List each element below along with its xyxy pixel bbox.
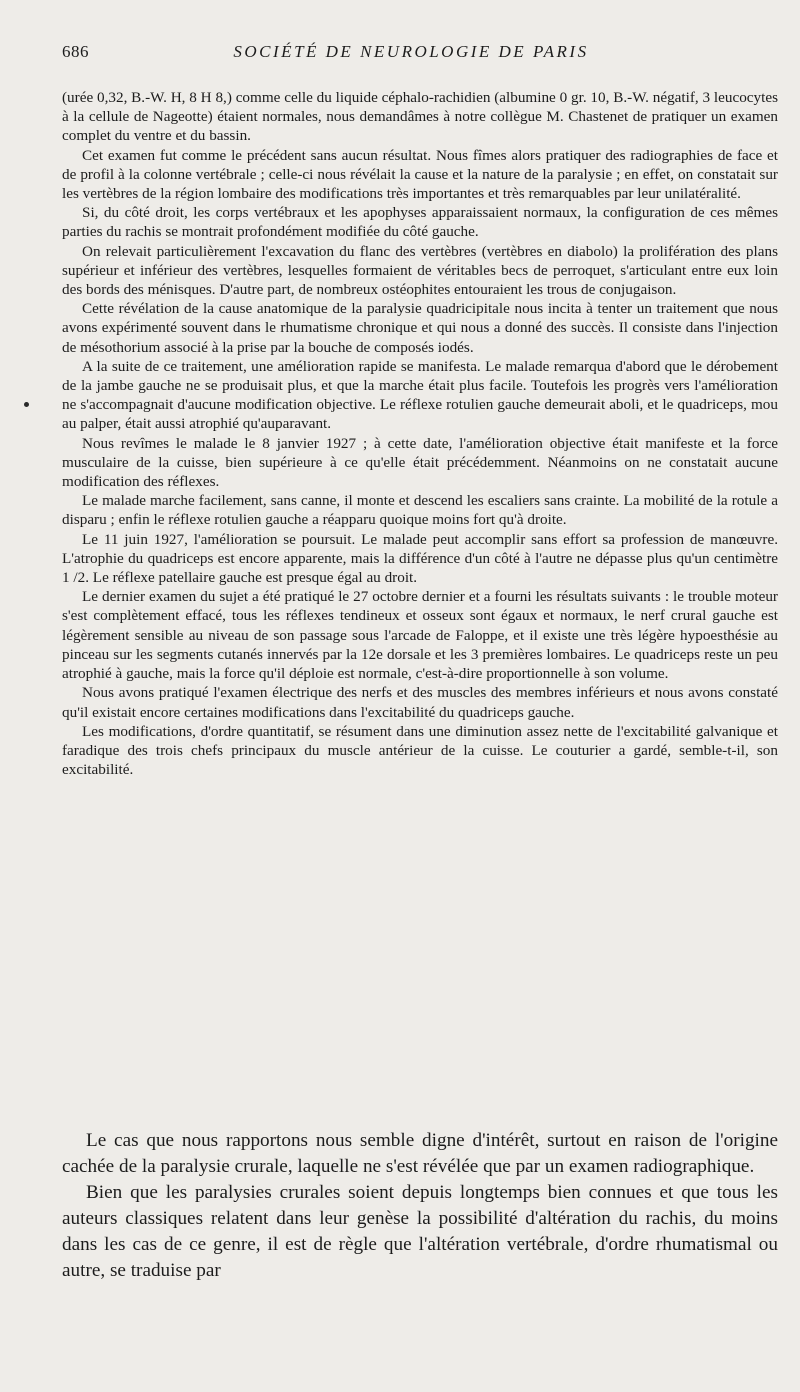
paragraph: Cet examen fut comme le précédent sans aucun résultat. Nous fîmes alors pratiquer des radiographies de face et de profil à la colonne vertébrale ; celle-ci nous révélait la cause et la nature de la paralysie ; en effet, on constatait sur les vertèbres de la région lombaire des modifications très importantes et très remarquables par leur unilatéralité. <box>62 146 778 203</box>
margin-dot <box>24 402 29 407</box>
paragraph: Si, du côté droit, les corps vertébraux et les apophyses apparaissaient normaux, la configuration de ces mêmes parties du rachis se montrait profondément modifiée du côté gauche. <box>62 204 778 241</box>
paragraph: Les modifications, d'ordre quantitatif, se résument dans une diminution assez nette de l'excitabilité galvanique et faradique des trois chefs principaux du muscle antérieur de la cuisse. Le couturier a gardé, semble-t-il, son excitabilité. <box>62 722 778 779</box>
page-number: 686 <box>62 42 89 61</box>
paragraph: A la suite de ce traitement, une amélioration rapide se manifesta. Le malade remarqua d'abord que le dérobement de la jambe gauche ne se produisait plus, et que la marche était plus facile. Toutefois les progrès vers l'amélioration ne s'accompagnait d'aucune modification objective. Le réflexe rotulien gauche demeurait aboli, et le quadriceps, mou au palper, était aussi atrophié qu'auparavant. <box>62 357 778 433</box>
paragraph: On relevait particulièrement l'excavation du flanc des vertèbres (vertèbres en diabolo) la prolifération des plans supérieur et inférieur des vertèbres, lesquelles formaient de véritables becs de perroquet, s'articulant entre eux loin des bords des ménisques. D'autre part, de nombreux ostéophites entouraient les trous de conjugaison. <box>62 242 778 299</box>
paragraph: Le 11 juin 1927, l'amélioration se poursuit. Le malade peut accomplir sans effort sa profession de manœuvre. L'atrophie du quadriceps est encore apparente, mais la différence d'un côté à l'autre ne dépasse plus qu'un centimètre 1 /2. Le réflexe patellaire gauche est presque égal au droit. <box>62 530 778 587</box>
case-report-text <box>62 88 778 779</box>
paragraph: Cette révélation de la cause anatomique de la paralysie quadricipitale nous incita à tenter un traitement que nous avons expérimenté souvent dans le rhumatisme chronique et qui nous a donné des succès. Il consiste dans l'injection de mésothorium associé à la prise par la bouche de composés iodés. <box>62 300 778 356</box>
running-title: SOCIÉTÉ DE NEUROLOGIE DE PARIS <box>233 42 589 61</box>
paragraph: Nous revîmes le malade le 8 janvier 1927 ; à cette date, l'amélioration objective était manifeste et la force musculaire de la cuisse, bien supérieure à ce qu'elle était précédemment. Néanmoins on ne constatait aucune modification des réflexes. <box>62 434 778 491</box>
paragraph: Le dernier examen du sujet a été pratiqué le 27 octobre dernier et a fourni les résultats suivants : le trouble moteur s'est complètement effacé, tous les réflexes tendineux et osseux sont égaux et normaux, le nerf crural gauche est légèrement sensible au niveau de son passage sous l'arcade de Faloppe, et il existe une très légère hypoesthésie au pinceau sur les segments cutanés innervés par la 12e dorsale et les 3 premières lombaires. Le quadriceps reste un peu atrophié à gauche, mais la force qu'il déploie est normale, c'est-à-dire proportionnelle à son volume. <box>62 588 778 683</box>
paragraph: Le cas que nous rapportons nous semble digne d'intérêt, surtout en raison de l'origine cachée de la paralysie crurale, laquelle ne s'est révélée que par un examen radiographique. <box>62 1130 778 1177</box>
paragraph: Bien que les paralysies crurales soient depuis longtemps bien connues et que tous les auteurs classiques relatent dans leur genèse la possibilité d'altération du rachis, du moins dans les cas de ce genre, il est de règle que l'altération vertébrale, d'ordre rhumatismal ou autre, se traduise par <box>62 1182 778 1281</box>
discussion-text <box>62 1128 778 1284</box>
page-header <box>62 42 760 72</box>
paragraph: Nous avons pratiqué l'examen électrique des nerfs et des muscles des membres inférieurs et nous avons constaté qu'il existait encore certaines modifications dans l'excitabilité du quadriceps gauche. <box>62 684 778 721</box>
paragraph: Le malade marche facilement, sans canne, il monte et descend les escaliers sans crainte. La mobilité de la rotule a disparu ; enfin le réflexe rotulien gauche a réapparu quoique moins fort qu'à droite. <box>62 492 778 529</box>
paragraph: (urée 0,32, B.-W. H, 8 H 8,) comme celle du liquide céphalo-rachidien (albumine 0 gr. 10, B.-W. négatif, 3 leucocytes à la cellule de Nageotte) étaient normales, nous demandâmes à notre collègue M. Chastenet de pratiquer un examen complet du ventre et du bassin. <box>62 89 778 145</box>
